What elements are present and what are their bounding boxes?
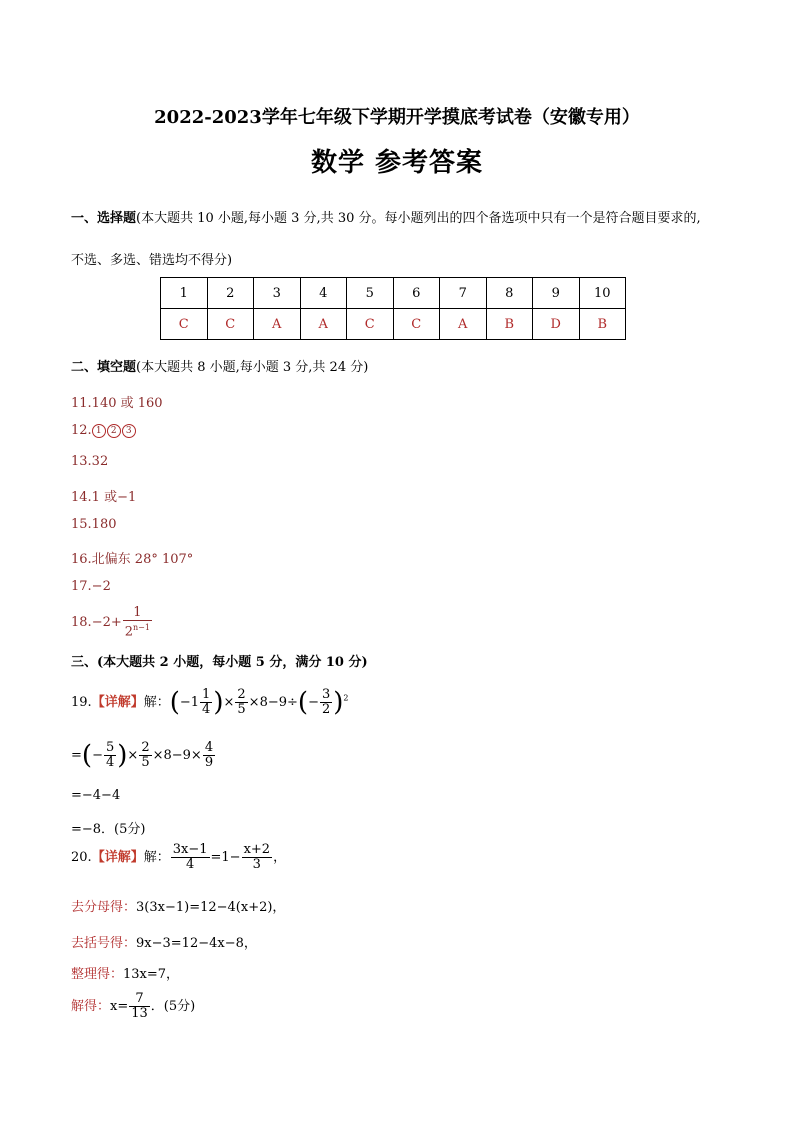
answer-key-row bbox=[161, 309, 626, 340]
q20-line5 bbox=[71, 992, 195, 1021]
q20-step3-label: 整理得： bbox=[71, 967, 124, 982]
q19-line4: =−8．(5分) bbox=[71, 822, 146, 837]
section1-heading-line bbox=[71, 207, 701, 226]
answer-12 bbox=[71, 423, 137, 438]
answer-16: 16.北偏东 28° 107° bbox=[71, 552, 194, 567]
q20-solve-label: 解： bbox=[143, 850, 170, 865]
exam-title: 2022-2023学年七年级下学期开学摸底考试卷（安徽专用） bbox=[154, 107, 640, 128]
q19-prefix: 19. bbox=[71, 695, 92, 710]
fraction-denominator bbox=[123, 621, 152, 639]
question-number: 1 bbox=[161, 278, 208, 309]
fraction-numerator: 1 bbox=[123, 606, 152, 621]
q20-step4-label: 解得： bbox=[71, 999, 111, 1014]
section2-heading: 二、填空题 bbox=[71, 360, 137, 375]
denominator-base: 2 bbox=[124, 624, 134, 640]
q20-prefix: 20. bbox=[71, 850, 92, 865]
answer-key: D bbox=[533, 309, 580, 340]
answer-12-prefix: 12. bbox=[71, 423, 92, 438]
question-number: 8 bbox=[486, 278, 533, 309]
question-number: 9 bbox=[533, 278, 580, 309]
q19-line3: =−4−4 bbox=[71, 788, 121, 803]
q20-step2-label: 去括号得： bbox=[71, 936, 137, 951]
q20-line1: 20.【详解】解： $\frac{3x-1}{4}$ =1− $\frac{x+2}{3}$ ， bbox=[71, 842, 287, 872]
q20-line4 bbox=[71, 963, 179, 982]
question-number: 7 bbox=[440, 278, 487, 309]
q20-step4-tail: ．(5分) bbox=[150, 999, 196, 1014]
question-number: 5 bbox=[347, 278, 394, 309]
answer-13: 13.32 bbox=[71, 454, 109, 469]
denominator-exponent: n−1 bbox=[133, 623, 150, 632]
answer-11: 11.140 或 160 bbox=[71, 396, 163, 411]
answer-key: C bbox=[161, 309, 208, 340]
q19-line2: =(− $\frac{5}{4}$ )× $\frac{2}{5}$ ×8−9× $\frac{4}{9}$ bbox=[71, 740, 214, 771]
answer-18-prefix: 18. bbox=[71, 615, 92, 631]
answer-key: B bbox=[579, 309, 626, 340]
answer-key: B bbox=[486, 309, 533, 340]
q20-answer-fraction bbox=[129, 992, 150, 1021]
question-number-row bbox=[161, 278, 626, 309]
answer-key: C bbox=[207, 309, 254, 340]
question-number: 2 bbox=[207, 278, 254, 309]
answer-key: A bbox=[300, 309, 347, 340]
section1-description: (本大题共 10 小题,每小题 3 分,共 30 分。每小题列出的四个备选项中只有一个是符合题目要求的, bbox=[136, 211, 701, 226]
question-number: 10 bbox=[579, 278, 626, 309]
answer-key-subtitle: 数学 参考答案 bbox=[310, 148, 484, 178]
q20-step1: 3(3x−1)=12−4(x+2)， bbox=[136, 900, 286, 915]
q20-detail-label: 【详解】 bbox=[91, 850, 144, 865]
answer-17: 17.−2 bbox=[71, 579, 111, 594]
fraction-numerator: 7 bbox=[129, 992, 150, 1007]
answer-18-expr: −2+ bbox=[91, 615, 122, 631]
answer-key: A bbox=[440, 309, 487, 340]
q20-line2 bbox=[71, 896, 285, 915]
q20-step4-lhs: x= bbox=[110, 999, 129, 1014]
circled-number-2: 2 bbox=[107, 424, 121, 438]
question-number: 6 bbox=[393, 278, 440, 309]
answer-15: 15.180 bbox=[71, 517, 117, 532]
q20-step3: 13x=7， bbox=[123, 967, 180, 982]
q19-detail-label: 【详解】 bbox=[91, 695, 144, 710]
section2-description: (本大题共 8 小题,每小题 3 分,共 24 分) bbox=[136, 360, 369, 375]
circled-number-1: 1 bbox=[92, 424, 106, 438]
answer-14: 14.1 或−1 bbox=[71, 490, 137, 505]
q20-line3 bbox=[71, 932, 257, 951]
q20-step1-label: 去分母得： bbox=[71, 900, 137, 915]
section2-heading-line bbox=[71, 356, 368, 375]
answer-table bbox=[160, 277, 626, 340]
answer-18-fraction bbox=[123, 606, 152, 639]
answer-key: C bbox=[393, 309, 440, 340]
section3-heading: 三、(本大题共 2 小题，每小题 5 分，满分 10 分) bbox=[71, 655, 368, 670]
q19-solve-label: 解： bbox=[143, 695, 170, 710]
section1-description-cont: 不选、多选、错选均不得分) bbox=[71, 253, 233, 268]
answer-key: C bbox=[347, 309, 394, 340]
q20-step2: 9x−3=12−4x−8， bbox=[136, 936, 257, 951]
question-number: 4 bbox=[300, 278, 347, 309]
question-number: 3 bbox=[254, 278, 301, 309]
q19-step2-tail: ×8−9× bbox=[152, 748, 202, 763]
section1-heading: 一、选择题 bbox=[71, 211, 137, 226]
q19-line1: 19.【详解】解：(−1 $\frac{1}{4}$ )× $\frac{2}{5}$ ×8−9÷(− $\frac{3}{2}$ )$^2$ bbox=[71, 687, 349, 718]
fraction-denominator: 13 bbox=[131, 1006, 148, 1021]
answer-key: A bbox=[254, 309, 301, 340]
answer-18 bbox=[71, 606, 153, 639]
circled-number-3: 3 bbox=[122, 424, 136, 438]
